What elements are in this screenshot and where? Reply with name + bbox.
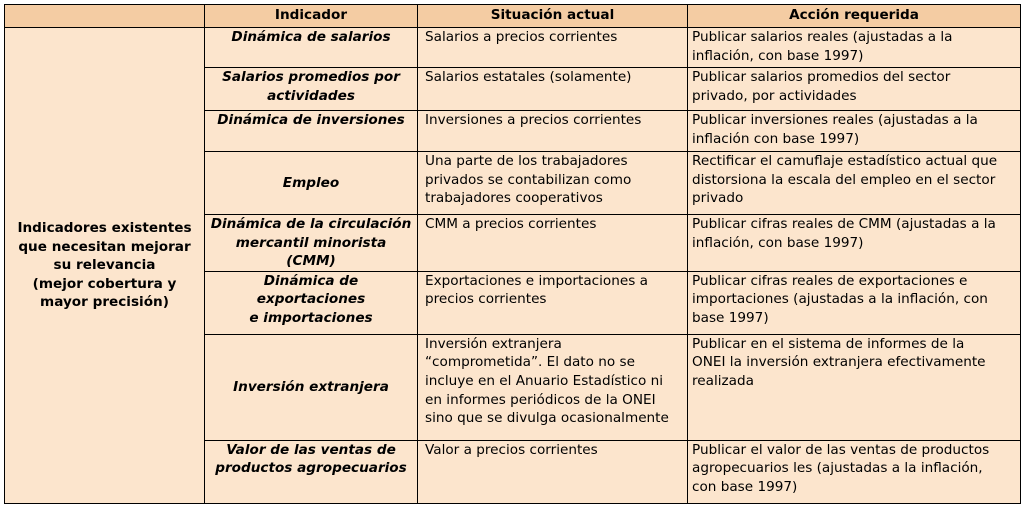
action-cell: Publicar en el sistema de informes de la ONEI la inversión extranjera efectivamente realizada bbox=[688, 334, 1021, 440]
table-row bbox=[5, 28, 1021, 68]
header-blank bbox=[5, 5, 205, 28]
action-cell: Publicar el valor de las ventas de productos agropecuarios les (ajustadas a la inflación, con base 1997) bbox=[688, 440, 1021, 503]
situation-cell: Inversiones a precios corrientes bbox=[418, 111, 688, 152]
indicator-cell: Valor de las ventas de productos agropecuarios bbox=[205, 440, 418, 503]
header-row bbox=[5, 5, 1021, 28]
action-cell: Publicar cifras reales de CMM (ajustadas a la inflación, con base 1997) bbox=[688, 215, 1021, 272]
indicator-cell: Dinámica de la circulación mercantil minorista (CMM) bbox=[205, 215, 418, 272]
indicator-cell: Empleo bbox=[205, 152, 418, 215]
indicator-cell: Inversión extranjera bbox=[205, 334, 418, 440]
header-situacion: Situación actual bbox=[418, 5, 688, 28]
action-cell: Rectificar el camuflaje estadístico actual que distorsiona la escala del empleo en el sector privado bbox=[688, 152, 1021, 215]
situation-cell: Inversión extranjera “comprometida”. El dato no se incluye en el Anuario Estadístico ni en informes periódicos de la ONEI sino que se divulga ocasionalmente bbox=[418, 334, 688, 440]
action-cell: Publicar inversiones reales (ajustadas a la inflación con base 1997) bbox=[688, 111, 1021, 152]
group-label: Indicadores existentes que necesitan mejorar su relevancia (mejor cobertura y mayor precisión) bbox=[5, 28, 205, 504]
situation-cell: Exportaciones e importaciones a precios corrientes bbox=[418, 271, 688, 334]
indicator-cell: Dinámica de exportaciones e importaciones bbox=[205, 271, 418, 334]
situation-cell: Valor a precios corrientes bbox=[418, 440, 688, 503]
indicator-cell: Salarios promedios por actividades bbox=[205, 68, 418, 111]
action-cell: Publicar cifras reales de exportaciones e importaciones (ajustadas a la inflación, con base 1997) bbox=[688, 271, 1021, 334]
action-cell: Publicar salarios reales (ajustadas a la inflación, con base 1997) bbox=[688, 28, 1021, 68]
indicator-cell: Dinámica de salarios bbox=[205, 28, 418, 68]
situation-cell: Salarios a precios corrientes bbox=[418, 28, 688, 68]
situation-cell: Una parte de los trabajadores privados se contabilizan como trabajadores cooperativos bbox=[418, 152, 688, 215]
header-accion: Acción requerida bbox=[688, 5, 1021, 28]
indicator-cell: Dinámica de inversiones bbox=[205, 111, 418, 152]
situation-cell: Salarios estatales (solamente) bbox=[418, 68, 688, 111]
action-cell: Publicar salarios promedios del sector privado, por actividades bbox=[688, 68, 1021, 111]
situation-cell: CMM a precios corrientes bbox=[418, 215, 688, 272]
header-indicador: Indicador bbox=[205, 5, 418, 28]
indicators-table bbox=[4, 4, 1021, 504]
